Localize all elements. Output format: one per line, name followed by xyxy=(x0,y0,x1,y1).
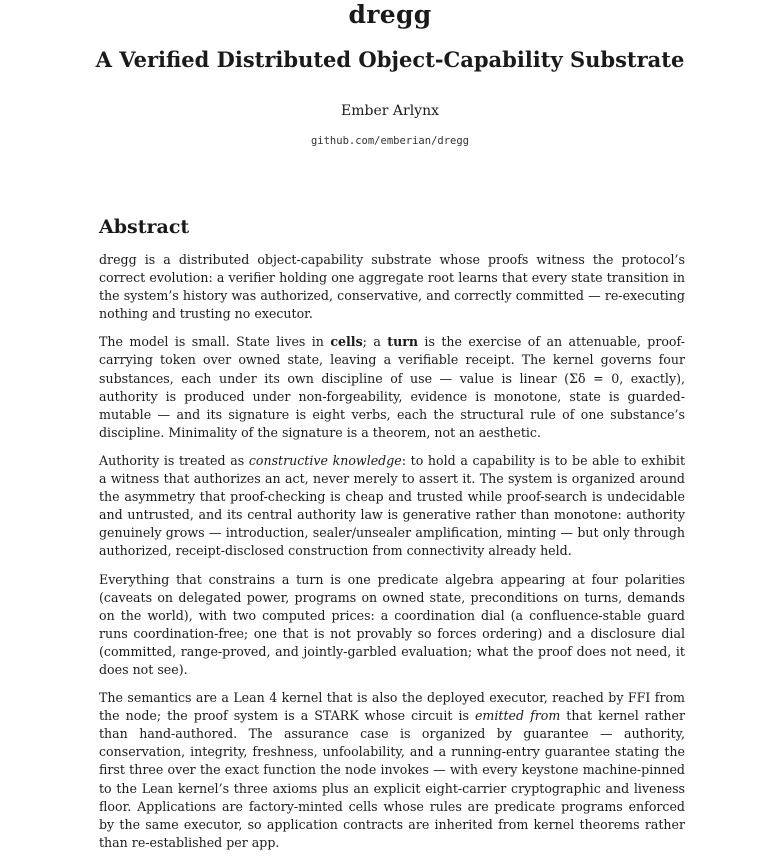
abstract-body xyxy=(99,251,685,862)
abstract-paragraph xyxy=(99,452,685,561)
abstract-paragraph xyxy=(99,689,685,852)
abstract-paragraph xyxy=(99,251,685,323)
paragraph-text: that kernel rather than hand-authored. The assurance case is organized by guarantee — authority, conservation, integrity, freshness, unfoolability, and a running-entry guarantee stating the first three over the exact function the node invokes — with every keystone machine-pinned to the Lean kernel’s three axioms plus an explicit eight-carrier cryptographic and liveness floor. Applications are factory-minted cells whose rules are predicate programs enforced by the same executor, so application contracts are inherited from kernel theorems rather than re-established per app. xyxy=(99,708,685,850)
emphasized-term: cells xyxy=(330,334,363,350)
paragraph-text: Everything that constrains a turn is one predicate algebra appearing at four polarities (caveats on delegated power, programs on owned state, preconditions on turns, demands on the world), with two computed prices: a coordination dial (a confluence-stable guard runs coordination-free; one that is not provably so forces ordering) and a disclosure dial (committed, range-proved, and jointly-garbled evaluation; what the proof does not need, it does not see). xyxy=(99,571,685,677)
paper-subtitle: A Verified Distributed Object-Capability Substrate xyxy=(95,47,685,72)
paragraph-text: ; a xyxy=(362,334,388,350)
paragraph-text: dregg is a distributed object-capability substrate whose proofs witness the protocol’s correct evolution: a verifier holding one aggregate root learns that every state transition in the system’s history was authorized, conservative, and correctly committed — re-executing nothing and trusting no executor. xyxy=(99,252,685,322)
emphasized-term: emitted from xyxy=(474,708,561,724)
paper-title: dregg xyxy=(348,0,432,29)
paragraph-text: : to hold a capability is to be able to exhibit a witness that authorizes an act, never merely to assert it. The system is organized around the asymmetry that proof-checking is cheap and trusted while proof-search is undecidable and untrusted, and its central authority law is generative rather than monotone: authority genuinely grows — introduction, sealer/unsealer amplification, minting — but only through authorized, receipt-disclosed construction from connectivity already held. xyxy=(99,452,685,559)
abstract-paragraph xyxy=(99,571,685,680)
paragraph-text: The semantics are a Lean 4 kernel that is also the deployed executor, reached by FFI from the node; the proof system is a STARK whose circuit is xyxy=(99,690,685,724)
emphasized-term: turn xyxy=(387,334,419,350)
abstract-paragraph xyxy=(99,333,685,442)
paragraph-text: is the exercise of an attenuable, proof-carrying token over owned state, leaving a verifiable receipt. The kernel governs four substances, each under its own discipline of use — value is linear (Σδ = 0, exactly), authority is produced under non-forgeability, evidence is monotone, state is guarded-mutable — and its signature is eight verbs, each the structural rule of one substance’s discipline. Minimality of the signature is a theorem, not an aesthetic. xyxy=(99,334,685,440)
paragraph-text: Authority is treated as xyxy=(99,452,249,468)
paragraph-text: The model is small. State lives in xyxy=(99,334,331,350)
author-name: Ember Arlynx xyxy=(341,103,439,119)
abstract-heading: Abstract xyxy=(99,216,190,238)
emphasized-term: constructive knowledge xyxy=(248,452,402,468)
repository-url: github.com/emberian/dregg xyxy=(310,135,470,147)
